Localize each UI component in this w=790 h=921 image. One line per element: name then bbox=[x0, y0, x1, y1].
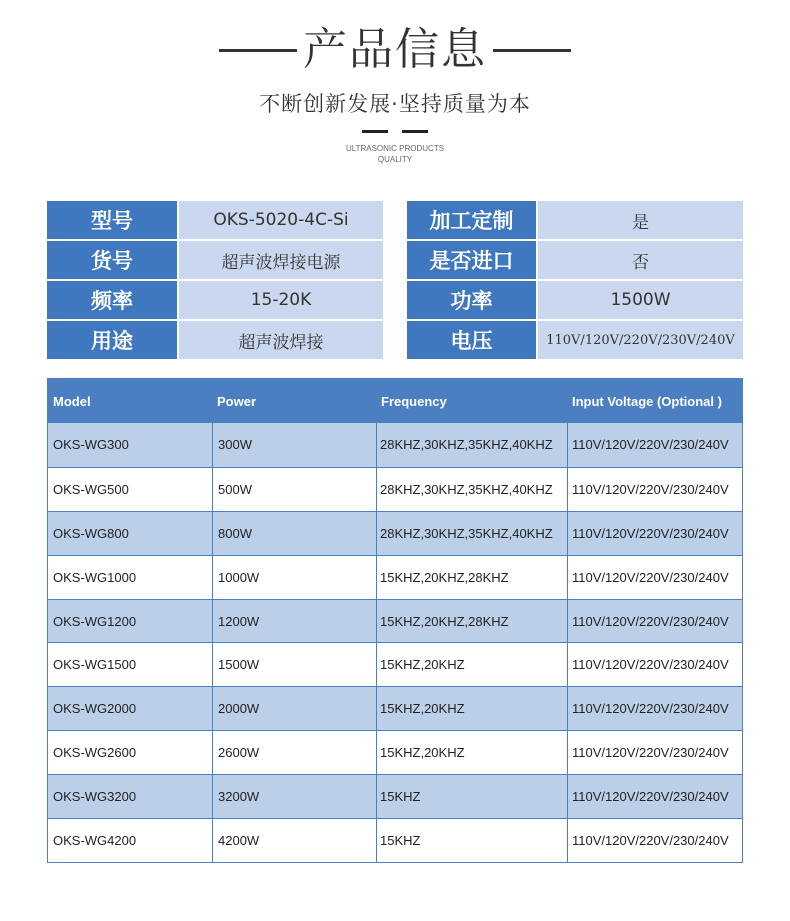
spec-key: 电压 bbox=[407, 321, 536, 359]
cell-input-voltage: 110V/120V/220V/230/240V bbox=[567, 423, 742, 467]
table-row bbox=[48, 467, 742, 511]
spec-value: 15-20K bbox=[179, 281, 383, 319]
spec-value: 超声波焊接电源 bbox=[179, 241, 383, 279]
title-row bbox=[0, 18, 790, 82]
spec-key: 用途 bbox=[47, 321, 177, 359]
spec-value: 1500W bbox=[538, 281, 743, 319]
cell-frequency: 28KHZ,30KHZ,35KHZ,40KHZ bbox=[376, 423, 567, 467]
cell-power: 3200W bbox=[212, 775, 376, 818]
cell-model: OKS-WG4200 bbox=[53, 832, 137, 848]
table-row bbox=[48, 730, 742, 774]
tagline bbox=[0, 143, 790, 165]
spec-value: OKS-5020-4C-Si bbox=[179, 201, 383, 239]
tagline-line1: ULTRASONIC PRODUCTS bbox=[345, 144, 445, 153]
spec-row bbox=[407, 241, 743, 279]
spec-row bbox=[47, 201, 383, 239]
tagline-line2: QUALITY bbox=[377, 155, 413, 164]
header-frequency: Frequency bbox=[381, 393, 447, 409]
cell-input-voltage: 110V/120V/220V/230/240V bbox=[567, 556, 742, 599]
table-row bbox=[48, 511, 742, 555]
cell-model: OKS-WG3200 bbox=[53, 789, 137, 805]
cell-model: OKS-WG800 bbox=[53, 525, 129, 541]
spec-row bbox=[47, 321, 383, 359]
cell-frequency: 15KHZ,20KHZ bbox=[376, 643, 567, 686]
cell-model: OKS-WG2600 bbox=[53, 745, 137, 761]
spec-key: 功率 bbox=[407, 281, 536, 319]
cell-power: 1200W bbox=[212, 600, 376, 643]
cell-input-voltage: 110V/120V/220V/230/240V bbox=[567, 687, 742, 730]
spec-key: 频率 bbox=[47, 281, 177, 319]
cell-power: 1500W bbox=[212, 643, 376, 686]
cell-power: 4200W bbox=[212, 819, 376, 862]
cell-frequency: 15KHZ,20KHZ,28KHZ bbox=[376, 556, 567, 599]
table-row bbox=[48, 423, 742, 467]
cell-power: 800W bbox=[212, 512, 376, 555]
table-row bbox=[48, 555, 742, 599]
cell-frequency: 28KHZ,30KHZ,35KHZ,40KHZ bbox=[376, 512, 567, 555]
cell-frequency: 15KHZ,20KHZ bbox=[376, 687, 567, 730]
header-model: Model bbox=[53, 393, 91, 409]
cell-input-voltage: 110V/120V/220V/230/240V bbox=[567, 512, 742, 555]
cell-model: OKS-WG1500 bbox=[53, 657, 137, 673]
spec-value: 110V/120V/220V/230V/240V bbox=[538, 321, 743, 359]
page-subtitle: 不断创新发展·坚持质量为本 bbox=[259, 92, 531, 116]
cell-power: 2600W bbox=[212, 731, 376, 774]
header-input-voltage: Input Voltage (Optional ) bbox=[572, 393, 722, 409]
page-title: 产品信息 bbox=[303, 24, 487, 75]
cell-input-voltage: 110V/120V/220V/230/240V bbox=[567, 775, 742, 818]
model-table bbox=[47, 378, 743, 863]
cell-model: OKS-WG1200 bbox=[53, 613, 137, 629]
spec-row bbox=[407, 201, 743, 239]
spec-key: 型号 bbox=[47, 201, 177, 239]
cell-model: OKS-WG500 bbox=[53, 481, 129, 497]
cell-model: OKS-WG1000 bbox=[53, 569, 137, 585]
spec-value: 是 bbox=[538, 201, 743, 239]
cell-power: 1000W bbox=[212, 556, 376, 599]
cell-input-voltage: 110V/120V/220V/230/240V bbox=[567, 600, 742, 643]
spec-key: 是否进口 bbox=[407, 241, 536, 279]
spec-key: 货号 bbox=[47, 241, 177, 279]
product-info-header bbox=[0, 0, 790, 190]
cell-input-voltage: 110V/120V/220V/230/240V bbox=[567, 819, 742, 862]
table-body bbox=[48, 423, 742, 862]
spec-value: 否 bbox=[538, 241, 743, 279]
spec-table-left bbox=[47, 201, 383, 361]
cell-frequency: 15KHZ bbox=[376, 775, 567, 818]
table-row bbox=[48, 774, 742, 818]
cell-input-voltage: 110V/120V/220V/230/240V bbox=[567, 731, 742, 774]
spec-value: 超声波焊接 bbox=[179, 321, 383, 359]
table-row bbox=[48, 642, 742, 686]
cell-input-voltage: 110V/120V/220V/230/240V bbox=[567, 643, 742, 686]
spec-row bbox=[407, 321, 743, 359]
subtitle-underbars bbox=[0, 130, 790, 133]
header-power: Power bbox=[217, 393, 257, 409]
spec-row bbox=[47, 281, 383, 319]
cell-input-voltage: 110V/120V/220V/230/240V bbox=[567, 468, 742, 511]
cell-power: 500W bbox=[212, 468, 376, 511]
cell-model: OKS-WG300 bbox=[53, 437, 129, 453]
cell-model: OKS-WG2000 bbox=[53, 701, 137, 717]
table-row bbox=[48, 599, 742, 643]
spec-row bbox=[47, 241, 383, 279]
cell-frequency: 15KHZ,20KHZ,28KHZ bbox=[376, 600, 567, 643]
spec-table-right bbox=[407, 201, 743, 361]
cell-power: 300W bbox=[212, 423, 376, 467]
cell-frequency: 15KHZ,20KHZ bbox=[376, 731, 567, 774]
spec-key: 加工定制 bbox=[407, 201, 536, 239]
spec-row bbox=[407, 281, 743, 319]
table-row bbox=[48, 686, 742, 730]
title-right-rule bbox=[493, 49, 571, 52]
cell-frequency: 28KHZ,30KHZ,35KHZ,40KHZ bbox=[376, 468, 567, 511]
cell-power: 2000W bbox=[212, 687, 376, 730]
cell-frequency: 15KHZ bbox=[376, 819, 567, 862]
table-row bbox=[48, 818, 742, 862]
table-header-row bbox=[48, 379, 742, 423]
title-left-rule bbox=[219, 49, 297, 52]
